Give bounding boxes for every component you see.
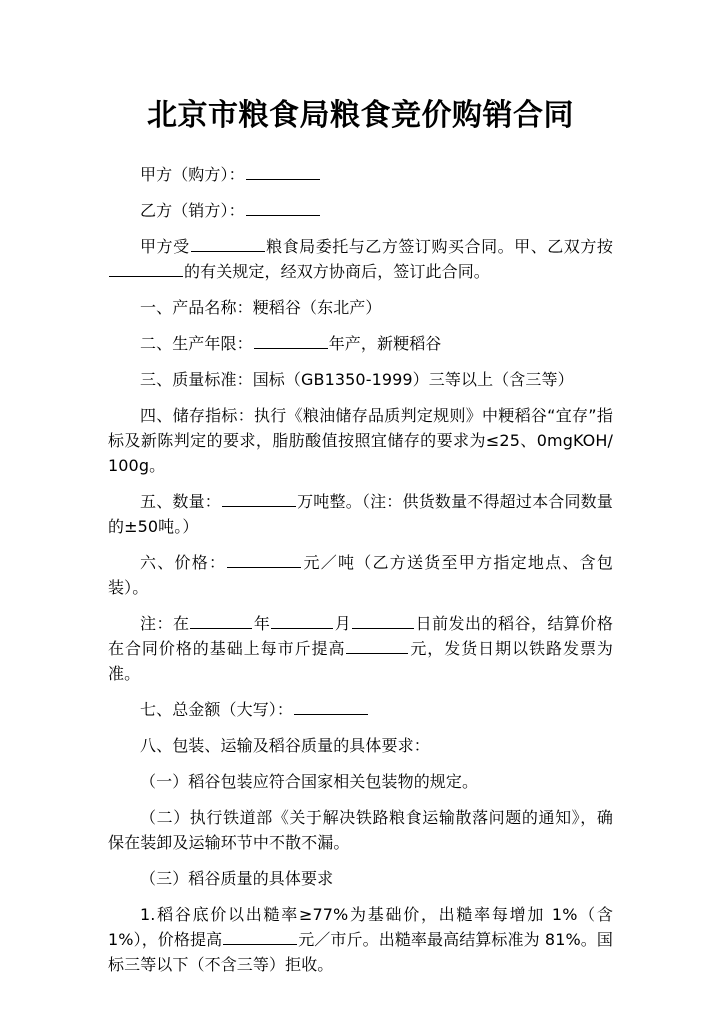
clause-2-production-year: 二、生产年限： 年产，新粳稻谷 (140, 334, 442, 353)
clause-8-item-3-sub-1: 1.稻谷底价以出糙率≥77%为基础价，出糙率每增加 1%（含 1%），价格提高 元／市斤。出糙率最高结算标准为 81%。国标三等以下（不含三等）拒收。 (108, 905, 613, 974)
fill-in-blank[interactable] (294, 700, 368, 715)
clause-8-heading: 八、包装、运输及稻谷质量的具体要求： (140, 736, 430, 755)
clause-8-item-2: （二）执行铁道部《关于解决铁路粮食运输散落问题的通知》，确保在装卸及运输环节中不散不漏。 (108, 808, 613, 852)
party-b: 乙方（销方）： (108, 198, 613, 223)
clause-3-quality-standard: 三、质量标准：国标（GB1350-1999）三等以上（含三等） (140, 370, 574, 389)
fill-in-blank[interactable] (246, 201, 320, 216)
clause-8-item-3: （三）稻谷质量的具体要求 (140, 869, 334, 888)
clause-8-item-1: （一）稻谷包装应符合国家相关包装物的规定。 (140, 772, 479, 791)
clause-7-total-amount: 七、总金额（大写）： (108, 697, 613, 722)
clause-1-product-name: 一、产品名称：粳稻谷（东北产） (140, 298, 382, 317)
fill-in-blank[interactable] (227, 553, 301, 568)
fill-in-blank[interactable] (271, 614, 333, 629)
fill-in-blank[interactable] (222, 492, 296, 507)
fill-in-blank[interactable] (246, 165, 320, 180)
party-a: 甲方（购方）： (108, 162, 613, 187)
clause-4-storage-index: 四、储存指标：执行《粮油储存品质判定规则》中粳稻谷“宜存”指标及新陈判定的要求，脂肪酸值按照宜储存的要求为≤25、0mgKOH/100g。 (108, 406, 613, 475)
preamble: 甲方受 粮食局委托与乙方签订购买合同。甲、乙双方按的有关规定，经双方协商后，签订此合同。 (108, 234, 613, 284)
clause-6-price: 六、价格： 元／吨（乙方送货至甲方指定地点、含包装）。 (108, 553, 613, 597)
clause-5-quantity: 五、数量： 万吨整。（注：供货数量不得超过本合同数量的±50吨。） (108, 492, 613, 536)
fill-in-blank[interactable] (254, 334, 328, 349)
fill-in-blank[interactable] (190, 614, 252, 629)
document-body (108, 96, 613, 988)
fill-in-blank[interactable] (352, 614, 414, 629)
page-title: 北京市粮食局粮食竞价购销合同 (147, 98, 574, 133)
fill-in-blank[interactable] (223, 930, 297, 945)
fill-in-blank[interactable] (346, 639, 408, 654)
fill-in-blank[interactable] (191, 237, 265, 252)
fill-in-blank[interactable] (109, 262, 183, 277)
clause-6-note: 注：在 年 月 日前发出的稻谷，结算价格在合同价格的基础上每市斤提高 元，发货日期以铁路发票为准。 (108, 614, 614, 683)
contract-paragraph-list (108, 162, 613, 977)
